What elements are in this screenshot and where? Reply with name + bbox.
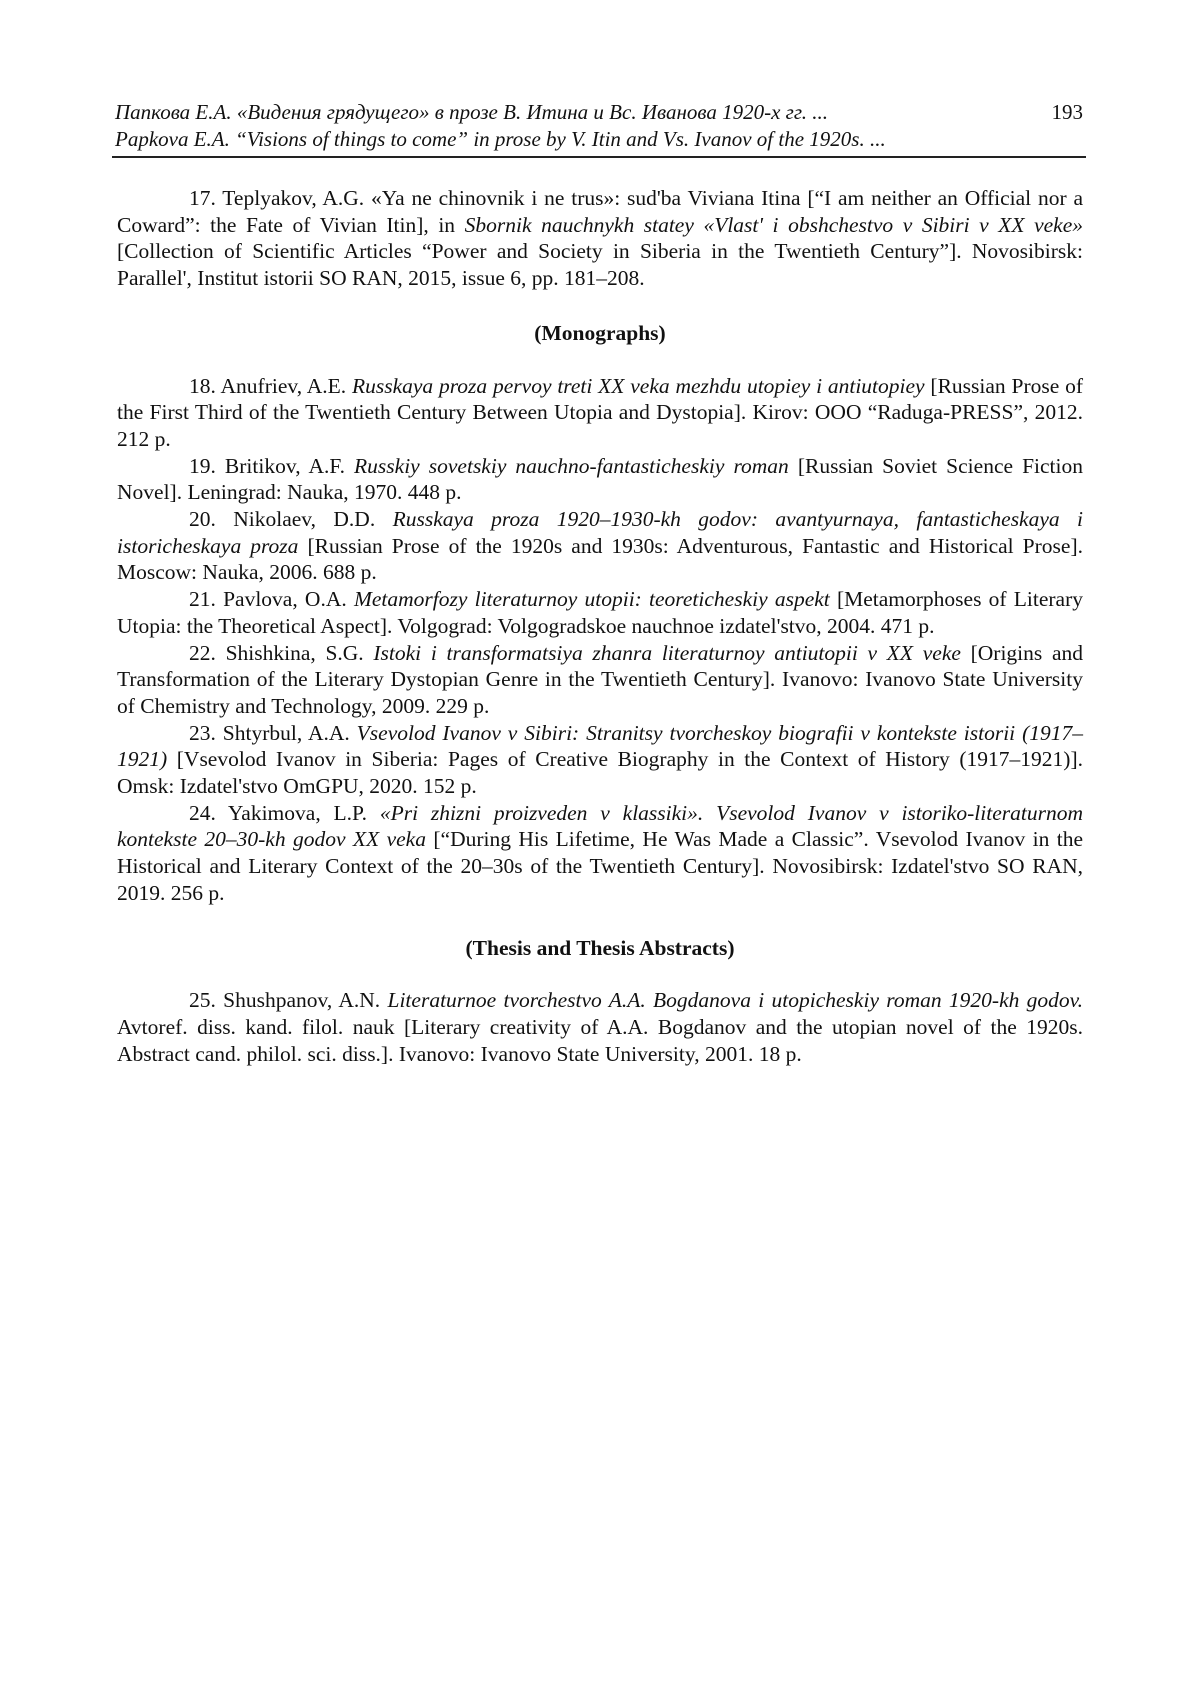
reference-text: [Vsevolod Ivanov in Siberia: Pages of Creative Biography in the Context of History (1917–1921)]. Omsk: Izdatel'stvo OmGPU, 2020. 152 p. [117,747,1083,799]
reference-item [117,987,1083,1067]
page-number: 193 [1051,100,1083,124]
reference-item [117,800,1083,907]
reference-item [117,720,1083,800]
reference-title: Russkaya proza pervoy treti XX veka mezhdu utopiey i antiutopiey [351,373,925,398]
reference-text: [Collection of Scientific Articles “Power and Society in Siberia in the Twentieth Century”]. Novosibirsk: Parallel', Institut istorii SO RAN, 2015, issue 6, pp. 181–208. [117,239,1083,291]
reference-text: [Metamorphoses of Literary Utopia: the Theoretical Aspect]. Volgograd: Volgogradskoe nauchnoe izdatel'stvo, 2004. 471 p. [117,587,1084,638]
reference-list [117,185,1083,1067]
reference-text: 23. Shtyrbul, A.A. [189,720,357,745]
reference-text: 24. Yakimova, L.P. [189,800,380,825]
reference-title: Istoki i transformatsiya zhanra literaturnoy antiutopii v XX veke [373,640,961,665]
reference-title: Sbornik nauchnykh statey «Vlast' i obshchestvo v Sibiri v XX veke» [464,212,1084,237]
running-header [115,99,1083,153]
reference-text: [Russian Soviet Science Fiction Novel]. Leningrad: Nauka, 1970. 448 p. [117,453,1084,505]
reference-text: 25. Shushpanov, A.N. [189,988,388,1013]
reference-text: [Russian Prose of the 1920s and 1930s: Adventurous, Fantastic and Historical Prose]. Moscow: Nauka, 2006. 688 p. [117,533,1083,585]
reference-title: Vsevolod Ivanov v Sibiri: Stranitsy tvorcheskoy biografii v kontekste istorii (1917–1921) [117,720,1083,772]
reference-text: 18. Anufriev, A.E. [189,373,352,398]
header-title-russian: Папкова Е.А. «Видения грядущего» в прозе В. Итина и Вс. Иванова 1920-х гг. ... [115,100,829,124]
header-divider [112,156,1086,158]
reference-text: [Origins and Transformation of the Literary Dystopian Genre in the Twentieth Century]. Ivanovo: Ivanovo State University of Chemistry and Technology, 2009. 229 p. [117,640,1083,718]
reference-title: Metamorfozy literaturnoy utopii: teoreticheskiy aspekt [353,587,830,612]
reference-text: [Russian Prose of the First Third of the Twentieth Century Between Utopia and Dystopia]. Kirov: OOO “Raduga-PRESS”, 2012. 212 p. [117,373,1083,451]
section-heading-thesis: (Thesis and Thesis Abstracts) [465,935,735,960]
reference-text: 21. Pavlova, O.A. [189,587,354,612]
header-title-english: Papkova E.A. “Visions of things to come” in prose by V. Itin and Vs. Ivanov of the 1920s. ... [115,127,886,151]
reference-text: 17. Teplyakov, A.G. «Ya ne chinovnik i ne trus»: sud'ba Viviana Itina [“I am neither an Official nor a Coward”: the Fate of Vivian Itin], in [117,186,1083,237]
reference-text: 20. Nikolaev, D.D. [189,507,393,532]
reference-item [117,373,1083,453]
reference-title: Literaturnoe tvorchestvo A.A. Bogdanova i utopicheskiy roman 1920-kh godov. [387,988,1084,1013]
reference-item [117,506,1083,586]
reference-item [117,640,1083,720]
reference-title: «Pri zhizni proizveden v klassiki». Vsevolod Ivanov v istoriko-literaturnom kontekste 20–30-kh godov XX veka [117,800,1083,852]
reference-text: Avtoref. diss. kand. filol. nauk [Literary creativity of A.A. Bogdanov and the utopian novel of the 1920s. Abstract cand. philol. sci. diss.]. Ivanovo: Ivanovo State University, 2001. 18 p. [117,1014,1083,1066]
reference-title: Russkaya proza 1920–1930-kh godov: avantyurnaya, fantasticheskaya i istoricheskaya proza [117,507,1083,558]
section-heading-monographs: (Monographs) [534,320,666,345]
reference-text: [“During His Lifetime, He Was Made a Classic”. Vsevolod Ivanov in the Historical and Literary Context of the 20–30s of the Twentieth Century]. Novosibirsk: Izdatel'stvo SO RAN, 2019. 256 p. [117,827,1083,905]
reference-item [117,586,1083,639]
reference-item [117,453,1083,506]
reference-item [117,185,1083,292]
reference-text: 19. Britikov, A.F. [189,453,355,478]
reference-text: 22. Shishkina, S.G. [189,640,374,665]
reference-title: Russkiy sovetskiy nauchno-fantasticheskiy roman [354,453,789,478]
